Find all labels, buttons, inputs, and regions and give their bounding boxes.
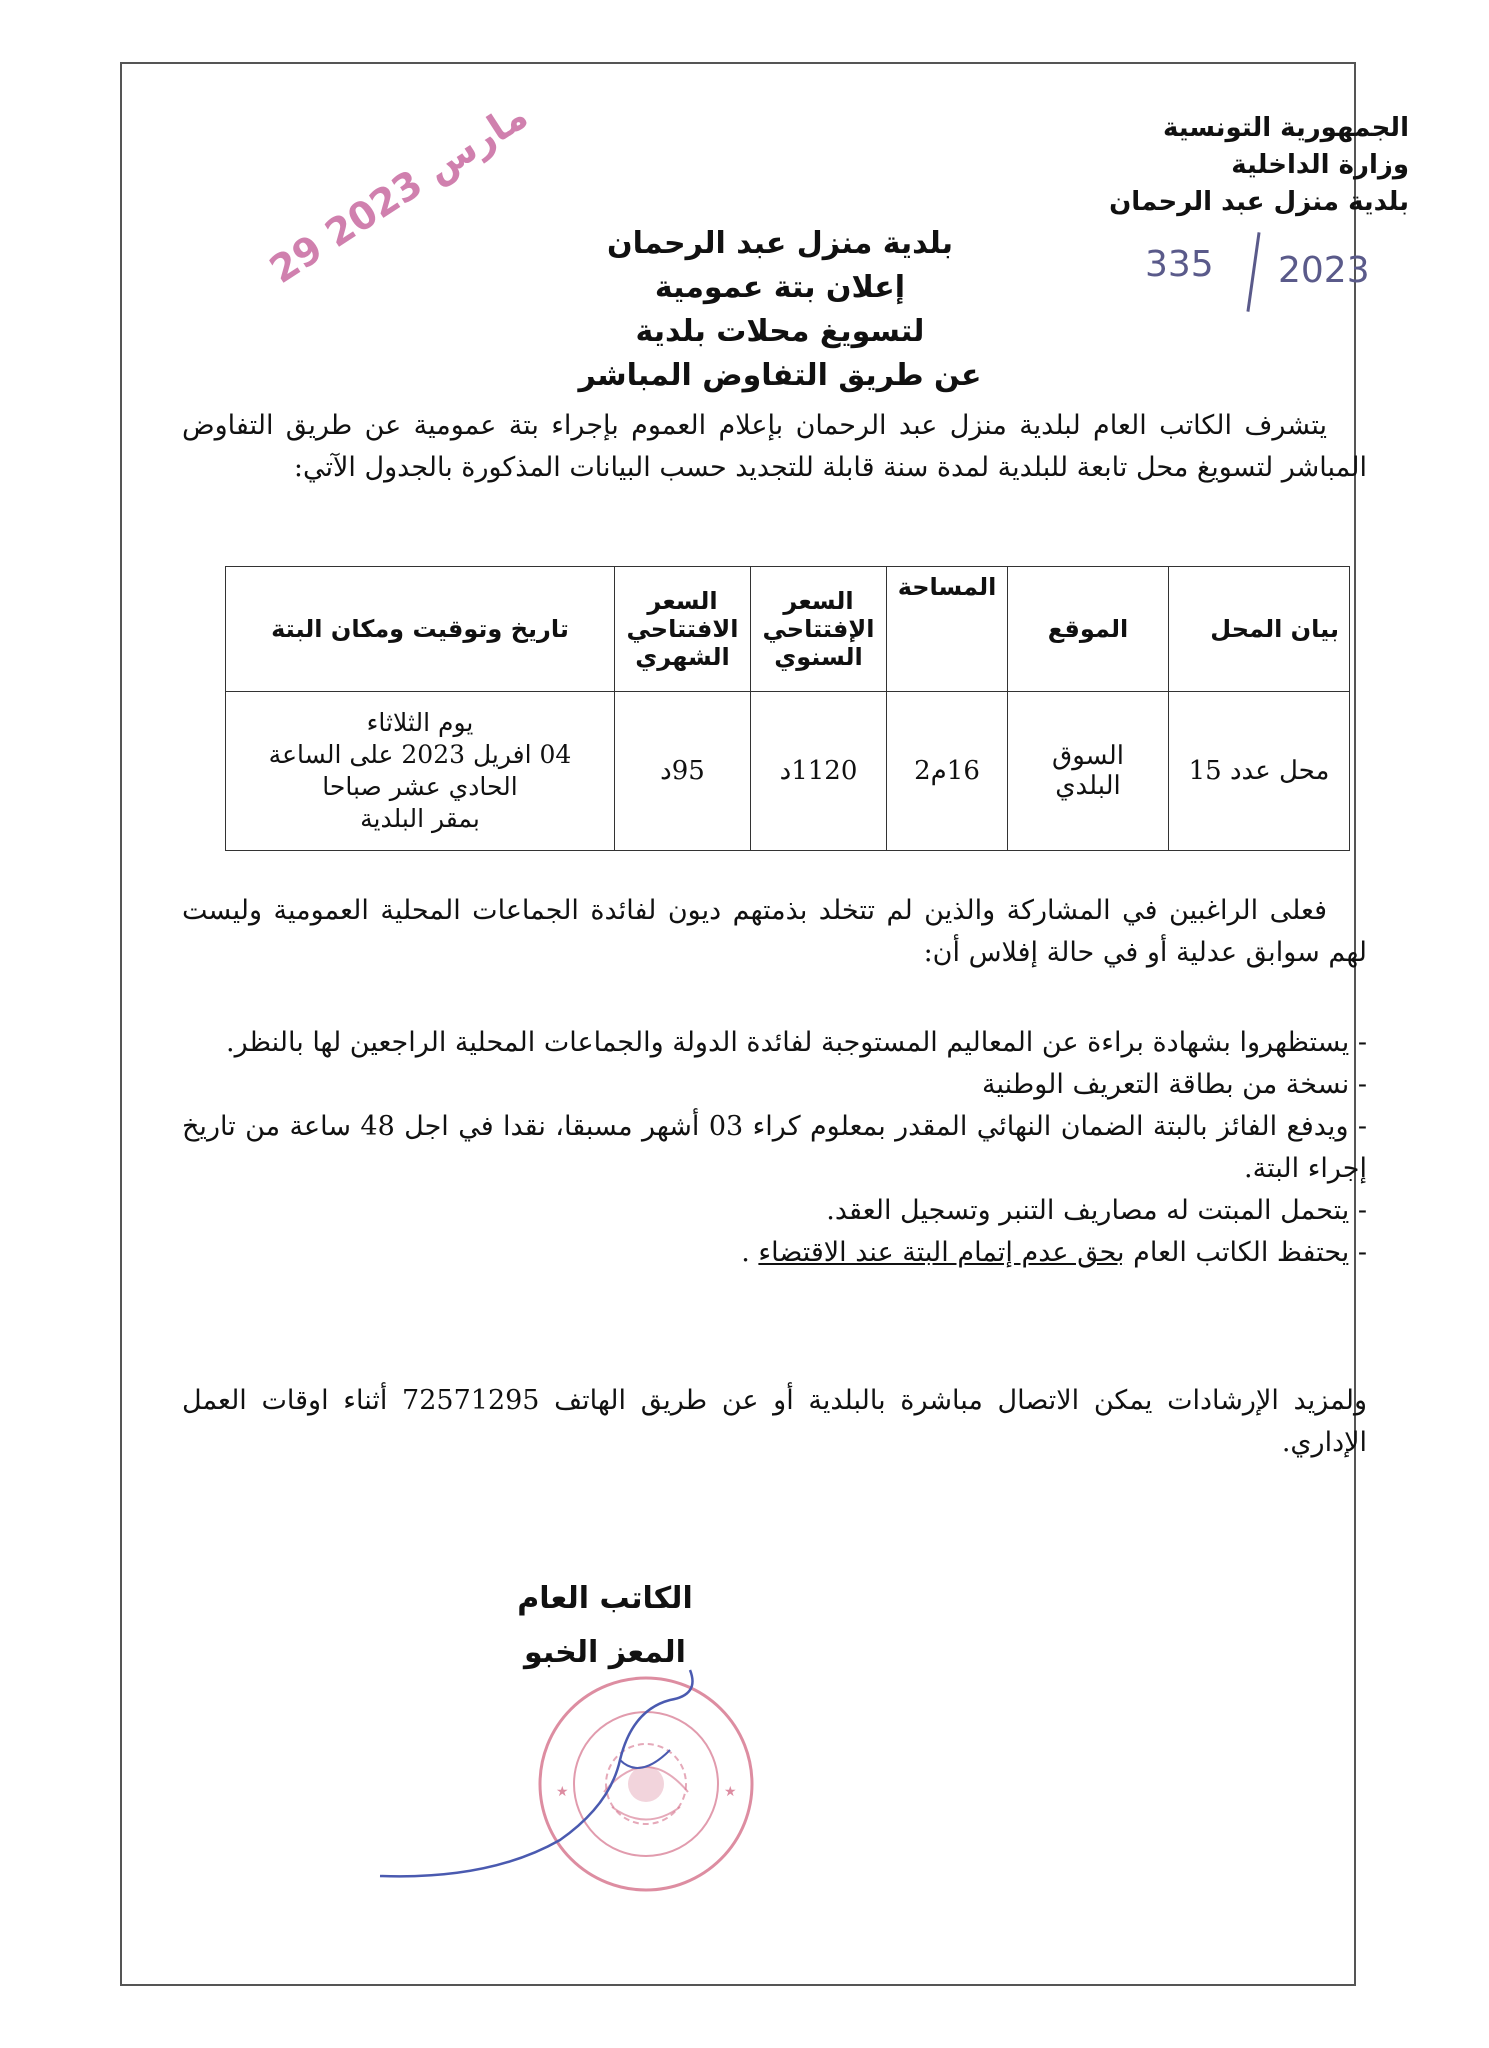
- signature-name: المعز الخبو: [524, 1635, 686, 1670]
- handwritten-signature: [370, 1640, 710, 1890]
- reference-slash: [1246, 232, 1260, 312]
- header-annual-price: السعر الإفتتاحي السنوي: [751, 567, 887, 692]
- table-header-row: [226, 567, 1350, 692]
- intro-paragraph: يتشرف الكاتب العام لبلدية منزل عبد الرحمان بإعلام العموم بإجراء بتة عمومية عن طريق التفاوض المباشر لتسويغ محل تابعة للبلدية لمدة سنة قابلة للتجديد حسب البيانات المذكورة بالجدول الآتي:: [182, 410, 1367, 483]
- announcement-title: [520, 222, 1040, 398]
- conditions-intro: فعلى الراغبين في المشاركة والذين لم تتخلد بذمتهم ديون لفائدة الجماعات المحلية العمومية وليست لهم سوابق عدلية أو في حالة إفلاس أن:: [182, 895, 1367, 968]
- date-stamp: 29 مارس 2023: [262, 93, 536, 292]
- shop-table: [225, 566, 1350, 851]
- contact-paragraph: ولمزيد الإرشادات يمكن الاتصال مباشرة بالبلدية أو عن طريق الهاتف 72571295 أثناء اوقات العمل الإداري.: [182, 1385, 1367, 1458]
- letterhead-republic: الجمهورية التونسية: [1162, 113, 1409, 143]
- datetime-day: يوم الثلاثاء: [366, 708, 474, 737]
- cell-area: 16م2: [887, 692, 1008, 851]
- header-location: الموقع: [1008, 567, 1169, 692]
- cell-shop: محل عدد 15: [1169, 692, 1350, 851]
- svg-text:★: ★: [724, 1784, 737, 1800]
- cell-datetime-place: [226, 692, 615, 851]
- reference-num: 335: [1145, 244, 1214, 285]
- title-municipality: بلدية منزل عبد الرحمان: [606, 226, 954, 261]
- condition-item: - ويدفع الفائز بالبتة الضمان النهائي المقدر بمعلوم كراء 03 أشهر مسبقا، نقدا في اجل 48 ساعة من تاريخ إجراء البتة.: [182, 1111, 1368, 1184]
- header-monthly-price: السعر الافتتاحي الشهري: [615, 567, 751, 692]
- condition-item5-prefix: - يحتفظ الكاتب العام: [1133, 1237, 1367, 1268]
- svg-text:★: ★: [556, 1784, 569, 1800]
- title-method: عن طريق التفاوض المباشر: [578, 358, 982, 393]
- cell-location: السوق البلدي: [1008, 692, 1169, 851]
- header-datetime-place: تاريخ وتوقيت ومكان البتة: [226, 567, 615, 692]
- title-announcement: إعلان بتة عمومية: [654, 270, 906, 305]
- datetime-time: الحادي عشر صباحا: [322, 772, 518, 801]
- conditions-list: [182, 1022, 1367, 1274]
- condition-item: - يستظهروا بشهادة براءة عن المعاليم المستوجبة لفائدة الدولة والجماعات المحلية الراجعين لها بالنظر.: [226, 1027, 1367, 1058]
- cell-monthly-price: 95د: [615, 692, 751, 851]
- table-row: [226, 692, 1350, 851]
- cell-annual-price: 1120د: [751, 692, 887, 851]
- condition-item5-suffix: .: [741, 1237, 750, 1268]
- reference-number: [1145, 232, 1395, 322]
- condition-item5-underlined: بحق عدم إتمام البتة عند الاقتضاء: [758, 1237, 1125, 1268]
- datetime-date: 04 افريل 2023 على الساعة: [268, 740, 572, 769]
- condition-item: - يتحمل المبتت له مصاريف التنبر وتسجيل العقد.: [826, 1195, 1367, 1226]
- letterhead: [1049, 110, 1409, 221]
- header-area: المساحة: [887, 567, 1008, 692]
- title-purpose: لتسويغ محلات بلدية: [635, 314, 925, 349]
- signature-title: الكاتب العام: [517, 1581, 693, 1616]
- condition-item: [182, 1232, 1367, 1274]
- letterhead-ministry: وزارة الداخلية: [1231, 150, 1409, 180]
- condition-item: - نسخة من بطاقة التعريف الوطنية: [981, 1069, 1367, 1100]
- datetime-place: بمقر البلدية: [360, 804, 480, 833]
- reference-year: 2023: [1278, 250, 1370, 291]
- header-shop: بيان المحل: [1169, 567, 1350, 692]
- letterhead-municipality: بلدية منزل عبد الرحمان: [1109, 187, 1409, 217]
